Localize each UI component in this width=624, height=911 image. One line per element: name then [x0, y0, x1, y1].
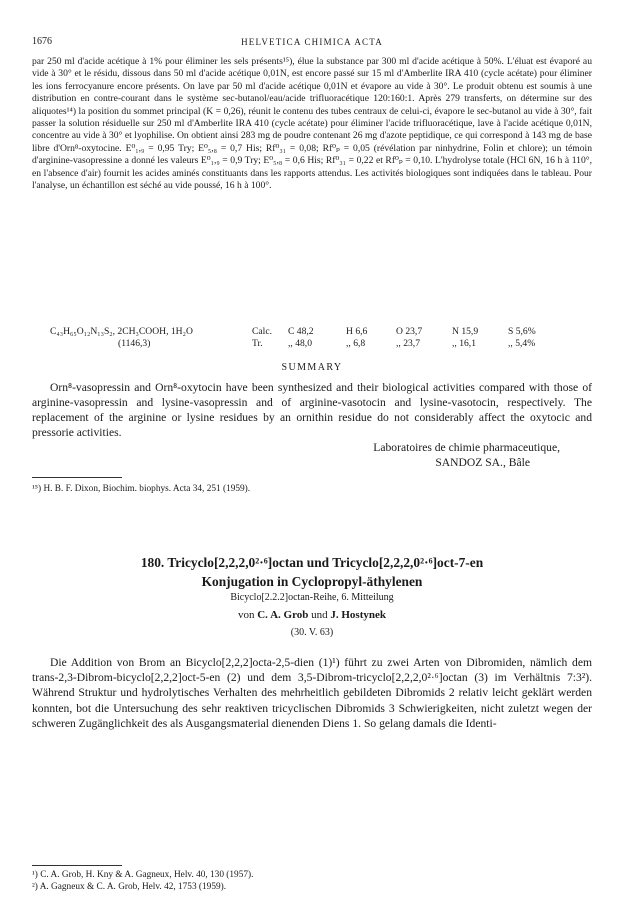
summary-heading: SUMMARY: [281, 362, 343, 373]
authors-line: [32, 608, 592, 623]
footnote-divider-2: [32, 865, 122, 866]
author-2: J. Hostynek: [330, 609, 386, 621]
article-title: [32, 553, 592, 591]
page-number: 1676: [32, 36, 52, 47]
molecular-mass: (1146,3): [118, 338, 151, 350]
authors-prefix: von: [237, 609, 255, 621]
author-1: C. A. Grob: [257, 609, 309, 621]
affiliation-line1: Laboratoires de chimie pharmaceutique,: [373, 441, 560, 454]
summary-text: Orn⁸-vasopressin and Orn⁸-oxytocin have been synthesized and their biological activities compared with those of arginine-vasopressin and lysine-vasopressin and of arginine-vasotocin and lysine-vasotocin, respectively. The replacement of the arginine or lysine residues by an ornithin residue do not considerably affect the oxytocic and pressorie activities.: [32, 381, 592, 439]
experimental-paragraph: [32, 56, 592, 192]
series-note: Bicyclo[2.2.2]octan-Reihe, 6. Mitteilung: [230, 592, 394, 603]
calc-o: O 23,7: [396, 326, 423, 337]
received-date: (30. V. 63): [290, 627, 334, 638]
found-c: ,, 48,0: [288, 338, 312, 350]
found-label: Tr.: [252, 338, 263, 350]
footnote-divider: [32, 477, 122, 478]
elemental-analysis: [50, 326, 570, 352]
affiliation-line2: SANDOZ SA., Bâle: [435, 456, 530, 469]
footnote-15: ¹⁵) H. B. F. Dixon, Biochim. biophys. Acta 34, 251 (1959).: [32, 484, 251, 494]
calc-s: S 5,6%: [508, 326, 536, 337]
calc-n: N 15,9: [452, 326, 479, 337]
calc-c: C 48,2: [288, 326, 314, 337]
footnote-1: ¹) C. A. Grob, H. Kny & A. Gagneux, Helv. 40, 130 (1957).: [32, 870, 254, 880]
article-title-line1: 180. Tricyclo[2,2,2,0²·⁶]octan und Tricyclo[2,2,2,0²·⁶]oct-7-en: [140, 555, 484, 570]
authors-and: und: [311, 609, 328, 621]
footnote-2: ²) A. Gagneux & C. A. Grob, Helv. 42, 1753 (1959).: [32, 882, 227, 892]
body-paragraph: Die Addition von Brom an Bicyclo[2,2,2]octa-2,5-dien (1)¹) führt zu zwei Arten von Dibromiden, nämlich dem trans-2,3-Dibrom-bicyclo[2,2,2]oct-5-en (2) und dem 3,5-Dibrom-tricyclo[2,2,2,0²·⁶]octan (3) im Verhältnis 7:3²). Während Struktur und hydrolytisches Verhalten des mehrheitlich gebildeten Dibromids 2 relativ leicht geklärt werden konnten, bot die Untersuchung des sehr reaktiven tricyclischen Dibromids 3 Schwierigkeiten, nicht zuletzt wegen der schweren Zugänglichkeit des als Ausgangsmaterial dienenden Diens 1. So gelang damals die Identi-: [32, 656, 592, 730]
calc-label: Calc.: [252, 326, 272, 337]
running-header: [32, 36, 592, 50]
journal-name: HELVETICA CHIMICA ACTA: [241, 37, 383, 47]
found-s: ,, 5,4%: [508, 338, 536, 350]
summary-section: [32, 380, 592, 440]
article-body: [32, 655, 592, 731]
analysis-row-calc: [50, 326, 570, 338]
article-title-line2: Konjugation in Cyclopropyl-äthylenen: [201, 574, 423, 589]
found-n: ,, 16,1: [452, 338, 476, 350]
molecular-formula: C₄₃H₆₅O₁₂N₁₃S₂, 2CH₃COOH, 1H₂O: [50, 326, 193, 337]
article-footnotes: [32, 869, 592, 893]
found-h: ,, 6,8: [346, 338, 366, 350]
found-o: ,, 23,7: [396, 338, 420, 350]
analysis-row-found: [50, 338, 570, 350]
calc-h: H 6,6: [346, 326, 368, 337]
experimental-text: par 250 ml d'acide acétique à 1% pour éliminer les sels présents¹⁵), élue la substance par 300 ml d'acide acétique à 50%. L'éluat est évaporé au vide à 30° et le résidu, dissous dans 50 ml d'acide acétique 0,01N, est encore passé sur 15 ml d'Amberlite IRA 410 (cycle acétate) pour éliminer les ions ferrocyanure encore présents. On lave par 50 ml d'acide acétique 0,01N et évapore au vide à 30°. Le produit obtenu est soumis à une distribution en contre-courant dans le système sec-butanol/eau/acide trifluoracétique 120:160:1. Après 279 transferts, on détermine sur des aliquotes¹⁴) la position du sommet principal (K = 0,26), réunit le contenu des tubes centraux de celui-ci, évapore le sec-butanol au vide à 30°, fait passer la solution résiduelle sur 250 ml d'Amberlite IRA 410 (cycle acétate) pour éliminer l'acide trifluoracétique, lave à l'acide acétique 0,01N, concentre au vide à 30° et lyophilise. On obtient ainsi 283 mg de poudre contenant 26 mg d'azote peptidique, ce qui correspond à 143 mg de base libre d'Orn⁸-oxytocine. E⁰₁,₉ = 0,95 Try; E⁰₅,₈ = 0,7 His; Rf⁰₃₁ = 0,08; Rf⁰ₚ = 0,05 (révélation par ninhydrine, Folin et chlore); un témoin d'arginine-vasopressine a donné les valeurs E⁰₁,₉ = 0,9 Try; E⁰₅,₈ = 0,6 His; Rf⁰₃₁ = 0,22 et Rf⁰ₚ = 0,10. L'hydrolyse totale (HCl 6N, 16 h à 110°, en l'absence d'air) fournit les acides aminés constituants dans les rapports attendus. Les activités biologiques sont indiquées dans le tableau. Pour l'analyse, un échantillon est séché au vide poussé, 16 h à 100°.: [32, 56, 592, 192]
